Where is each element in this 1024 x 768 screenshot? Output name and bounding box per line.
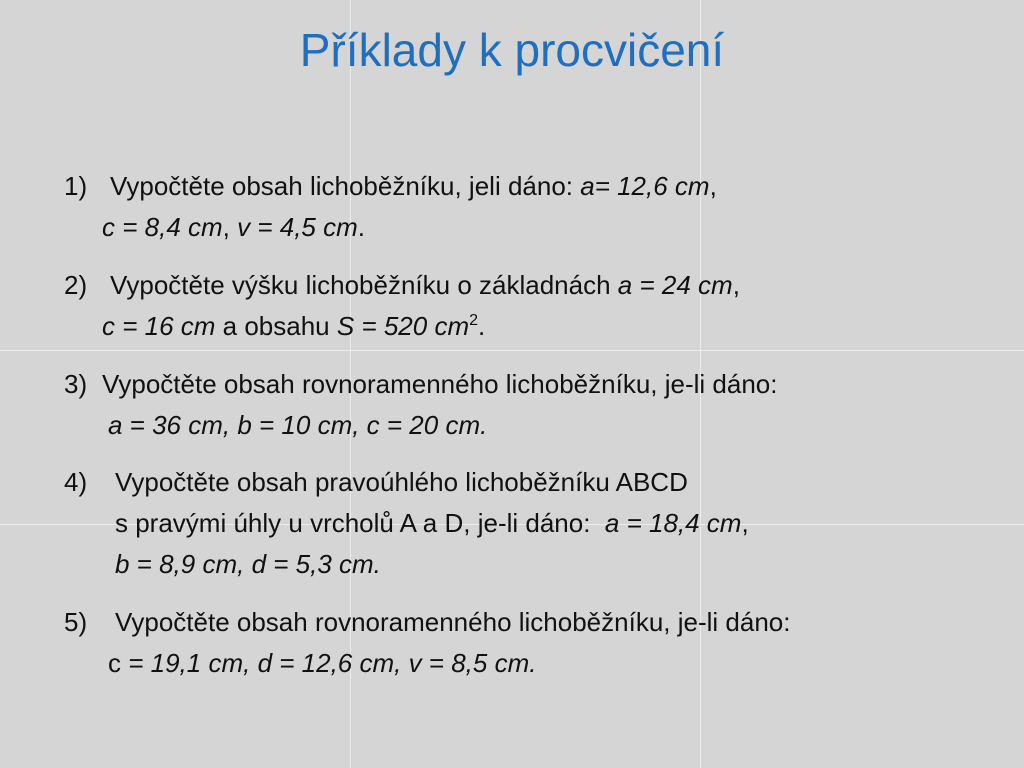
problem-text: Vypočtěte obsah rovnoramenného lichoběžníku, je-li dáno: <box>102 369 778 399</box>
problem-5-line-2 <box>108 647 536 679</box>
problem-text: s pravými úhly u vrcholů A a D, je-li dáno: <box>115 508 605 538</box>
math-value: a = 18,4 cm <box>604 508 742 538</box>
problem-text: a obsahu <box>215 311 337 341</box>
punctuation: . <box>478 311 486 341</box>
punctuation: , <box>741 508 749 538</box>
math-value: v = 4,5 cm <box>237 212 358 242</box>
problem-4-line-1 <box>64 466 688 498</box>
problem-4-line-2 <box>115 507 749 539</box>
punctuation: , <box>732 270 740 300</box>
math-value: a= 12,6 cm <box>580 171 710 201</box>
math-value: a = 24 cm <box>617 270 733 300</box>
problem-text: Vypočtěte obsah pravoúhlého lichoběžníku ABCD <box>115 467 688 497</box>
problem-3-line-2 <box>108 409 487 441</box>
math-values: a = 36 cm, b = 10 cm, c = 20 cm. <box>108 410 488 440</box>
problem-3-line-1 <box>64 368 777 400</box>
math-values: b = 8,9 cm, d = 5,3 cm. <box>115 549 381 579</box>
problem-2-line-1 <box>64 269 740 301</box>
punctuation: , <box>709 171 717 201</box>
problem-1-line-1 <box>64 170 717 202</box>
math-values: = 19,1 cm, d = 12,6 cm, v = 8,5 cm. <box>121 648 537 678</box>
problem-1-line-2 <box>102 211 365 243</box>
math-value: c = 8,4 cm <box>102 212 223 242</box>
math-value: c = 16 cm <box>102 311 216 341</box>
problem-5-line-1 <box>64 606 790 638</box>
problem-text: Vypočtěte výšku lichoběžníku o základnách <box>110 270 618 300</box>
problem-number: 5) <box>64 607 88 637</box>
problem-number: 4) <box>64 467 88 497</box>
punctuation: . <box>357 212 365 242</box>
problem-text: Vypočtěte obsah rovnoramenného lichoběžníku, je-li dáno: <box>115 607 791 637</box>
punctuation: , <box>222 212 238 242</box>
problem-text: c <box>108 648 121 678</box>
slide-title: Příklady k procvičení <box>299 24 725 76</box>
problem-number: 3) <box>64 369 88 399</box>
problem-number: 1) <box>64 171 88 201</box>
exponent: 2 <box>469 312 479 329</box>
problem-text: Vypočtěte obsah lichoběžníku, jeli dáno: <box>110 171 581 201</box>
problem-number: 2) <box>64 270 88 300</box>
problem-4-line-3 <box>115 548 381 580</box>
math-value: S = 520 cm <box>336 311 470 341</box>
problem-2-line-2 <box>102 310 485 342</box>
